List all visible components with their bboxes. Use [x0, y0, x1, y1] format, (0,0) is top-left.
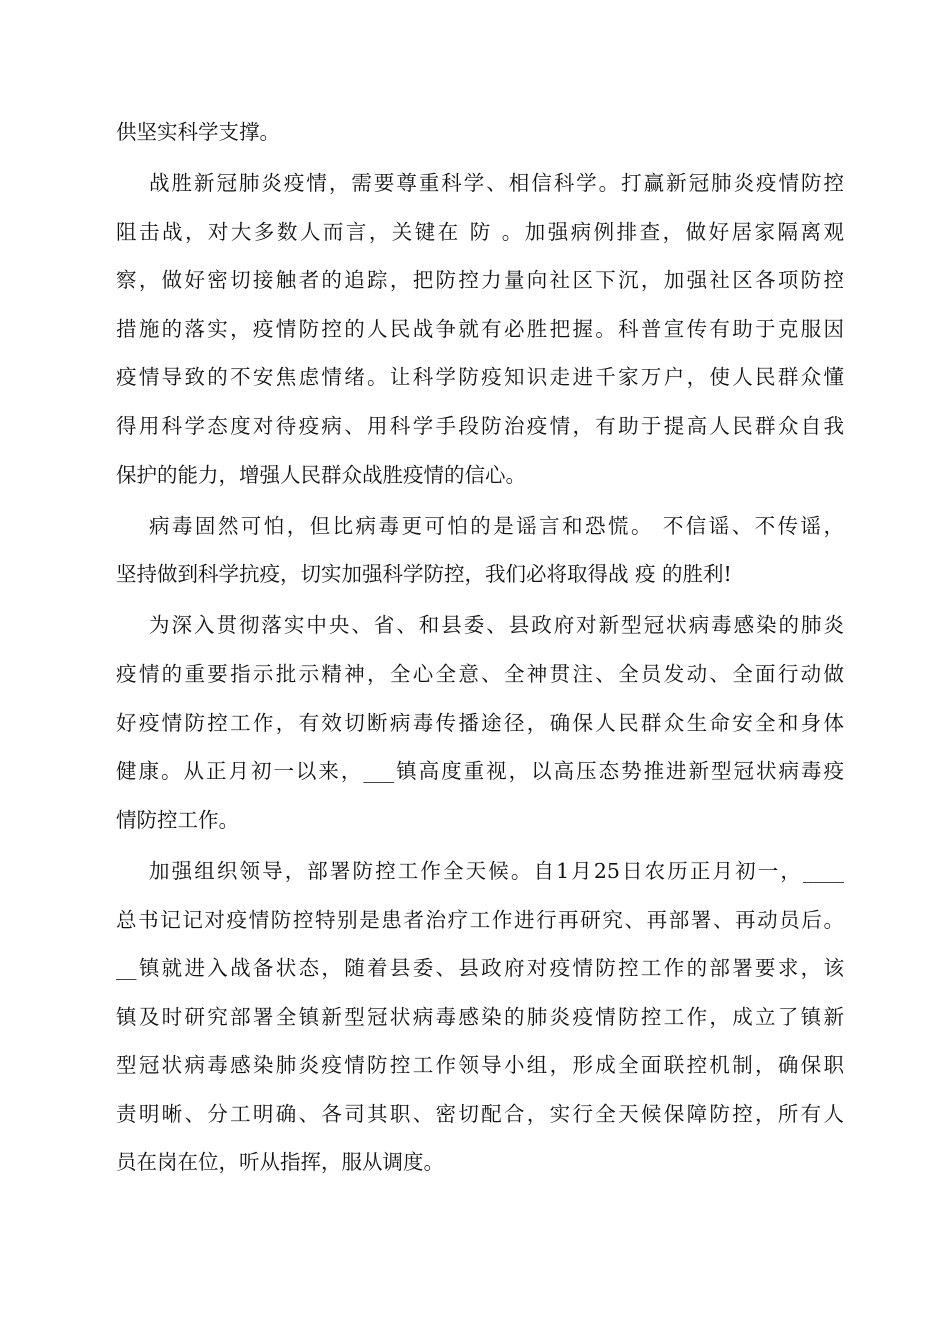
text-line: 员在岗在位，听从指挥，服从调度。 [116, 1150, 444, 1175]
text-line: 供坚实科学支撑。 [116, 120, 280, 144]
paragraph [116, 502, 844, 599]
text-line: 健康。从正月初一以来，___镇高度重视，以高压态势推进新型冠状病毒疫 [116, 759, 844, 784]
text-line: 病毒固然可怕，但比病毒更可怕的是谣言和恐慌。 不信谣、不传谣， [149, 513, 844, 538]
text-line: 情防控工作。 [116, 807, 239, 832]
text-line: 责明晰、分工明确、各司其职、密切配合，实行全天候保障防控，所有人 [116, 1101, 844, 1126]
paragraph [116, 159, 844, 499]
text-line: 阻击战，对大多数人而言，关键在 防 。加强病例排查，做好居家隔离观 [116, 219, 844, 244]
text-line: 疫情的重要指示批示精神，全心全意、全神贯注、全员发动、全面行动做 [116, 662, 844, 687]
text-line: 战胜新冠肺炎疫情，需要尊重科学、相信科学。打赢新冠肺炎疫情防控 [149, 171, 844, 196]
text-line: 总书记记对疫情防控特别是患者治疗工作进行再研究、再部署、再动员后。 [116, 907, 844, 932]
text-line: 镇及时研究部署全镇新型冠状病毒感染的肺炎疫情防控工作，成立了镇新 [116, 1004, 844, 1029]
text-line: 为深入贯彻落实中央、省、和县委、县政府对新型冠状病毒感染的肺炎 [149, 613, 844, 638]
text-line: 保护的能力，增强人民群众战胜疫情的信心。 [116, 462, 526, 487]
text-line: __镇就进入战备状态，随着县委、县政府对疫情防控工作的部署要求，该 [116, 956, 844, 981]
text-line: 疫情导致的不安焦虑情绪。让科学防疫知识走进千家万户，使人民群众懂 [116, 365, 844, 390]
text-line: 坚持做到科学抗疫，切实加强科学防控，我们必将取得战 疫 的胜利! [116, 562, 732, 587]
text-line: 措施的落实，疫情防控的人民战争就有必胜把握。科普宣传有助于克服因 [116, 316, 844, 341]
paragraph [116, 601, 844, 844]
document-page [116, 108, 844, 1187]
text-line: 加强组织领导，部署防控工作全天候。自1月25日农历正月初一，____ [149, 858, 844, 883]
paragraph [116, 108, 844, 157]
text-line: 得用科学态度对待疫病、用科学手段防治疫情，有助于提高人民群众自我 [116, 414, 844, 439]
text-line: 察，做好密切接触者的追踪，把防控力量向社区下沉，加强社区各项防控 [116, 268, 844, 293]
text-line: 好疫情防控工作，有效切断病毒传播途径，确保人民群众生命安全和身体 [116, 710, 844, 735]
paragraph [116, 847, 844, 1187]
text-line: 型冠状病毒感染肺炎疫情防控工作领导小组，形成全面联控机制，确保职 [116, 1053, 844, 1078]
